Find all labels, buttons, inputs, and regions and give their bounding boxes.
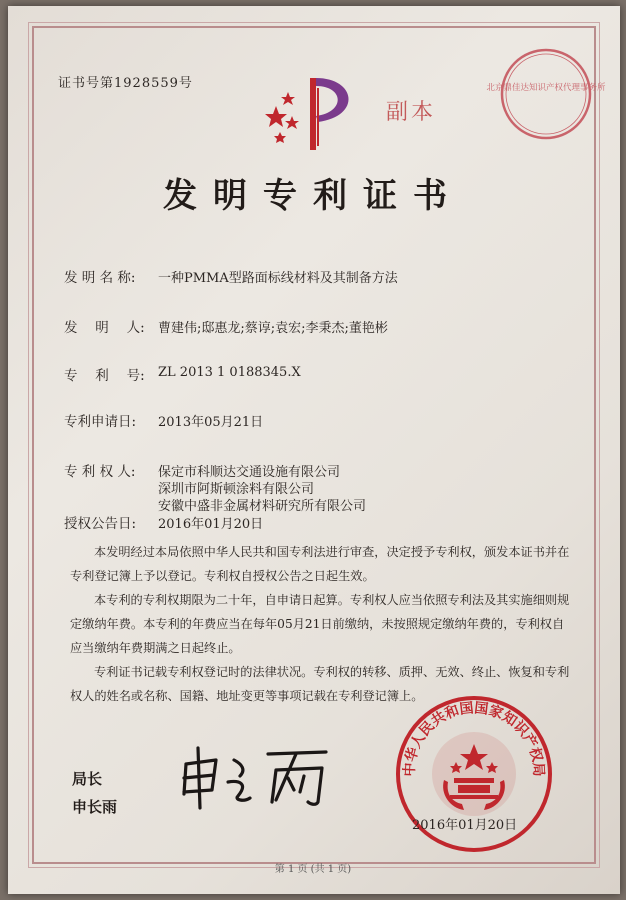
body-paragraph-1: 本发明经过本局依照中华人民共和国专利法进行审查，决定授予专利权，颁发本证书并在专利登记簿上予以登记。专利权自授权公告之日起生效。 [70, 545, 570, 583]
page-footer: 第 1 页 (共 1 页) [274, 864, 352, 875]
patentee-1: 保定市科顺达交通设施有限公司 [158, 465, 341, 480]
patentee-3: 安徽中盛非金属材料研究所有限公司 [158, 499, 367, 514]
agency-seal [486, 46, 606, 142]
copy-mark: 副本 [386, 100, 437, 125]
inventors: 曹建伟;邸惠龙;蔡谆;袁宏;李秉杰;董艳彬 [158, 321, 388, 336]
grant-date-label: 授权公告日: [64, 516, 137, 532]
patentee-label: 专 利 权 人: [64, 464, 136, 480]
body-paragraph-3: 专利证书记载专利权登记时的法律状况。专利权的转移、质押、无效、终止、恢复和专利权人的姓名或名称、国籍、地址变更等事项记载在专利登记簿上。 [70, 665, 570, 703]
signatory-name: 申长雨 [72, 798, 118, 816]
patent-number-label: 专 利 号: [64, 368, 145, 384]
seal-date: 2016年01月20日 [412, 818, 518, 833]
agency-seal-text: 北京鼎佳达知识产权代理事务所 [486, 83, 606, 93]
filing-date: 2013年05月21日 [158, 415, 264, 430]
inventors-label: 发 明 人: [64, 320, 145, 336]
patentee-2: 深圳市阿斯顿涂料有限公司 [158, 482, 315, 497]
patent-number: ZL 2013 1 0188345.X [158, 365, 301, 380]
certificate-title: 发明专利证书 [163, 176, 463, 216]
certificate-number: 证书号第1928559号 [58, 76, 193, 91]
body-paragraph-2: 本专利的专利权期限为二十年，自申请日起算。专利权人应当依照专利法及其实施细则规定缴纳年费。本专利的年费应当在每年05月21日前缴纳，未按照规定缴纳年费的，专利权自应当缴纳年费期满之日起终止。 [70, 593, 570, 655]
invention-name: 一种PMMA型路面标线材料及其制备方法 [158, 271, 398, 286]
official-seal-text: 中华人民共和国国家知识产权局 [401, 700, 547, 777]
cnipa-logo [258, 66, 378, 156]
signatory-title: 局长 [72, 770, 103, 788]
handwritten-signature [176, 742, 336, 814]
invention-name-label: 发 明 名 称: [64, 270, 136, 286]
filing-date-label: 专利申请日: [64, 414, 137, 430]
grant-date: 2016年01月20日 [158, 517, 264, 532]
